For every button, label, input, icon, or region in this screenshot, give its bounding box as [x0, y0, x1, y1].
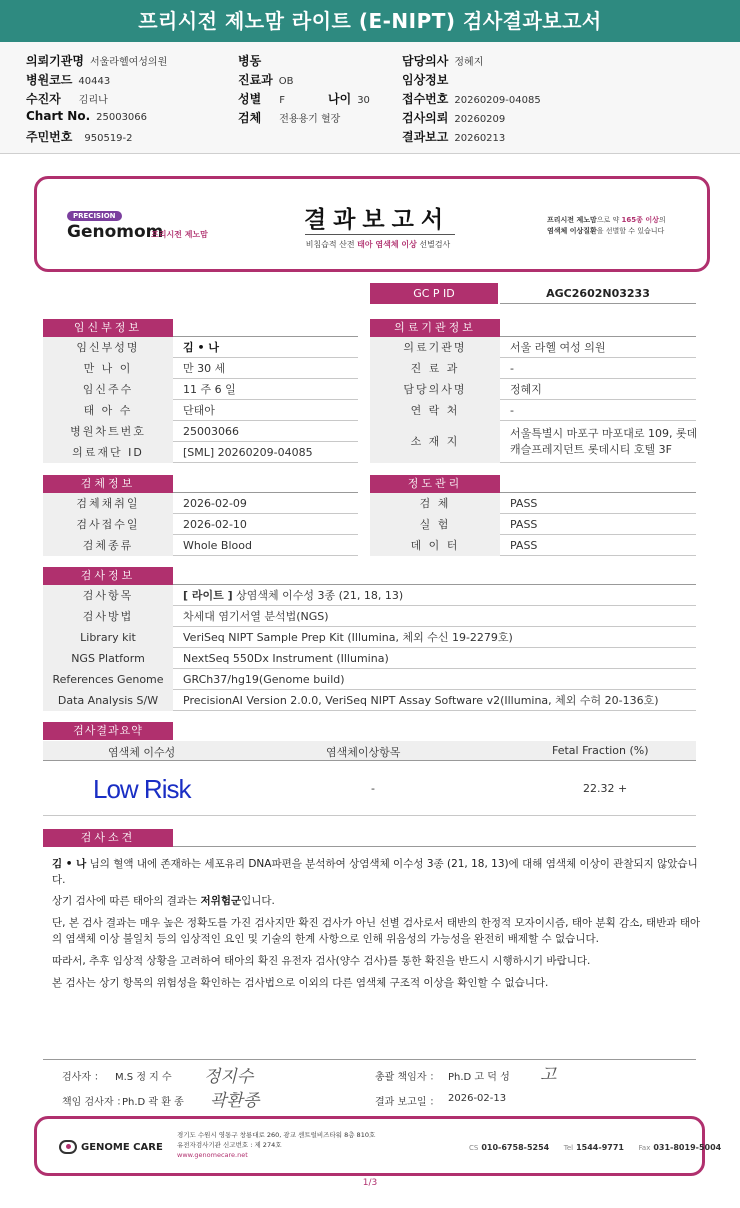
report-date-label: 결과 보고일 ： — [375, 1097, 440, 1108]
responsible-name: Ph.D 곽 환 종 — [122, 1097, 184, 1108]
patient-row-label: 임신주수 — [43, 379, 173, 400]
rrn-field: 주민번호 950519-2 — [26, 130, 133, 144]
sex-field: 성별 F — [238, 92, 285, 106]
clinic-row: 진 료 과 - — [370, 358, 696, 379]
chief-name: Ph.D 고 덕 성 — [448, 1072, 510, 1083]
patient-row-label: 의료재단 ID — [43, 442, 173, 463]
summary-header-row: 염색체 이수성 염색체이상항목 Fetal Fraction (%) — [43, 741, 696, 761]
patient-row — [43, 400, 358, 421]
patient-row-value: 25003066 — [183, 425, 239, 438]
summary-section-header: 검사결과요약 — [43, 722, 173, 740]
finding-paragraph-4: 따라서, 추후 임상적 상황을 고려하여 태아의 확진 유전자 검사(양수 검사)를 통한 확진을 반드시 시행하시기 바랍니다. — [52, 955, 591, 967]
finding-paragraph-3: 단, 본 검사 결과는 매우 높은 정확도를 가진 검사지만 확진 검사가 아닌 선별 검사로서 태반의 한정적 모자이시즘, 태아 분획 감소, 태반과 태아의 염색체 이상 불일치 등의 임상적인 요인 및 기술의 한계 사항으로 인해 위음성의 가능성을 완전히 배제할 수 없습니다. — [52, 917, 701, 945]
qc-row: 데 이 터 PASS — [370, 535, 696, 556]
banner-description: 프리시전 제노맘으로 약 165종 이상의 염색체 이상질환을 선별할 수 있습니다 — [547, 216, 666, 235]
clinic-row: 연 락 처 - — [370, 400, 696, 421]
institution-field: 의뢰기관명 서울라헬여성의원 — [26, 54, 168, 68]
report-title: 프리시전 제노맘 라이트 (E-NIPT) 검사결과보고서 — [0, 0, 740, 42]
patient-row — [43, 358, 358, 379]
recipient-field: 수진자 김리나 — [26, 92, 108, 106]
chart-field: Chart No. 25003066 — [26, 109, 148, 123]
heading-underline — [305, 234, 455, 235]
patient-section-header: 임신부정보 — [43, 319, 358, 337]
qc-row: 검 체 PASS — [370, 493, 696, 514]
specimen-row: 검사접수일 2026-02-10 — [43, 514, 358, 535]
test-item-row: 검사항목 [ 라이트 ] 상염색체 이수성 3종 (21, 18, 13) — [43, 585, 696, 606]
specimen-row: 검체종류 Whole Blood — [43, 535, 358, 556]
analysis-software-row: Data Analysis S/W PrecisionAI Version 2.0.0, VeriSeq NIPT Assay Software v2(Illumina, 체외 수허 20-136호) — [43, 690, 696, 711]
test-method-row: 검사방법 차세대 염기서열 분석법(NGS) — [43, 606, 696, 627]
patient-row-value: [SML] 20260209-04085 — [183, 446, 313, 459]
signature-top-divider — [43, 1059, 696, 1060]
genomom-logo-sub: 프리시전 제노맘 — [151, 230, 208, 239]
genome-care-logo: GENOME CARE — [59, 1140, 163, 1154]
qc-section-header: 정도관리 — [370, 475, 696, 493]
footer-contacts: CS 010-6758-5254 Tel 1544-9771 Fax 031-8019-5004 — [469, 1143, 722, 1152]
report-date-value: 2026-02-13 — [448, 1093, 507, 1104]
doctor-field: 담당의사 정혜지 — [402, 54, 484, 68]
genomom-logo: Genomom — [67, 222, 164, 242]
finding-paragraph-2: 상기 검사에 따른 태아의 결과는 저위험군입니다. — [52, 895, 275, 907]
hospital-code-field: 병원코드 40443 — [26, 73, 111, 87]
patient-row — [43, 421, 358, 442]
ngs-platform-row: NGS Platform NextSeq 550Dx Instrument (Illumina) — [43, 648, 696, 669]
reference-genome-row: References Genome GRCh37/hg19(Genome build) — [43, 669, 696, 690]
patient-row-value: 11 주 6 일 — [183, 383, 236, 396]
dept-field: 진료과 OB — [238, 73, 294, 87]
clinic-section-header: 의료기관정보 — [370, 319, 696, 337]
clinical-field: 임상정보 — [402, 73, 449, 87]
clinic-row: 담당의사명 정혜지 — [370, 379, 696, 400]
report-heading: 결과보고서 — [303, 207, 451, 233]
report-date-field: 결과보고 20260213 — [402, 130, 506, 144]
fetal-fraction: 22.32 + — [583, 782, 628, 795]
footer-website: www.genomecare.net — [177, 1151, 248, 1159]
report-banner — [34, 176, 710, 272]
abnormal-items: - — [371, 782, 375, 795]
tester-signature: 정지수 — [204, 1067, 254, 1087]
summary-result-row — [43, 764, 696, 816]
patient-row — [43, 337, 358, 358]
patient-row-value: 만 30 세 — [183, 362, 226, 375]
patient-row — [43, 379, 358, 400]
age-field: 나이 30 — [328, 92, 370, 106]
test-section-header: 검사정보 — [43, 567, 696, 585]
request-field: 검사의뢰 20260209 — [402, 111, 506, 125]
specimen-section-header: 검체정보 — [43, 475, 358, 493]
genome-care-logo-icon — [59, 1140, 77, 1154]
clinic-row: 의료기관명 서울 라헬 여성 의원 — [370, 337, 696, 358]
report-subtitle: 비침습적 산전 태아 염색체 이상 선별검사 — [305, 240, 451, 249]
clinic-row-address: 소 재 지 서울특별시 마포구 마포대로 109, 롯데캐슬프레지던트 롯데시티 호텔 3F — [370, 421, 696, 463]
patient-row-label: 태 아 수 — [43, 400, 173, 421]
finding-paragraph-1: 김 • 나 님의 혈액 내에 존재하는 세포유리 DNA파편을 분석하여 상염색체 이수성 3종 (21, 18, 13)에 대해 염색체 이상이 관찰되지 않았습니다. — [52, 858, 698, 886]
chief-signature: 고 — [540, 1065, 557, 1085]
patient-row-label: 임신부성명 — [43, 337, 173, 358]
ward-field: 병동 — [238, 54, 262, 68]
patient-row-label: 병원차트번호 — [43, 421, 173, 442]
page-number: 1/3 — [362, 1178, 378, 1188]
patient-header — [0, 42, 740, 154]
patient-row-value: 단태아 — [183, 404, 215, 417]
responsible-signature: 곽환종 — [210, 1091, 260, 1111]
gcpid-label: GC P ID — [370, 283, 498, 304]
qc-row: 실 험 PASS — [370, 514, 696, 535]
patient-row-value: 김 • 나 — [183, 341, 219, 354]
finding-paragraph-5: 본 검사는 상기 항목의 위험성을 확인하는 검사법으로 이외의 다른 염색체 구조적 이상을 확인할 수 없습니다. — [52, 977, 549, 989]
tester-name: M.S 정 지 수 — [115, 1072, 172, 1083]
footer-box — [34, 1116, 722, 1176]
accession-field: 접수번호 20260209-04085 — [402, 92, 541, 106]
gcpid-value: AGC2602N03233 — [500, 283, 696, 304]
responsible-label: 책임 검사자 ： — [62, 1097, 127, 1108]
risk-result: Low Risk — [93, 774, 191, 804]
findings-section-header: 검사소견 — [43, 829, 696, 847]
footer-address: 경기도 수원시 영통구 창룡대로 260, 광교 센트럴비즈타워 8층 810호 유전자검사기관 신고번호 : 제 274호 www.genomecare.net — [177, 1130, 437, 1160]
patient-row — [43, 442, 358, 463]
tester-label: 검사자 ： — [62, 1072, 105, 1083]
precision-badge: PRECISION — [67, 211, 122, 221]
patient-row-label: 만 나 이 — [43, 358, 173, 379]
specimen-row: 검체채취일 2026-02-09 — [43, 493, 358, 514]
specimen-field: 검체 전용용기 혈장 — [238, 111, 341, 125]
chief-label: 총괄 책임자 ： — [375, 1072, 440, 1083]
library-kit-row: Library kit VeriSeq NIPT Sample Prep Kit (Illumina, 체외 수신 19-2279호) — [43, 627, 696, 648]
